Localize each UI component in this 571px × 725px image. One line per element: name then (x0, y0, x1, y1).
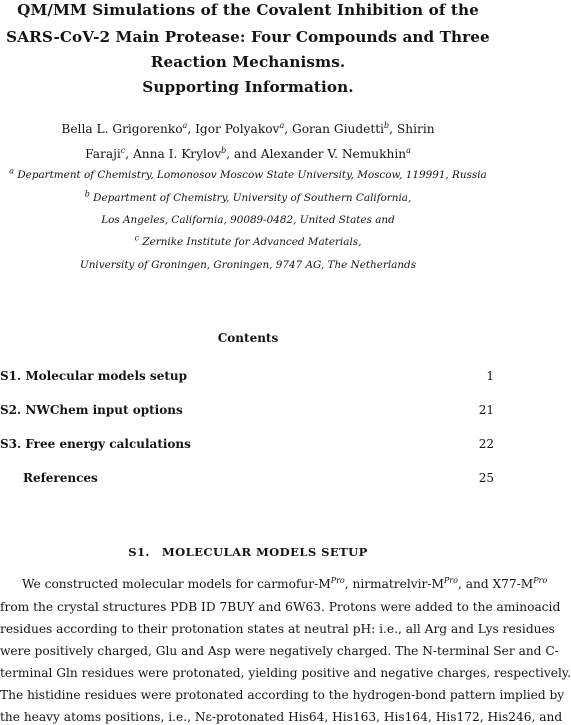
affiliation-mark: a (279, 120, 285, 130)
contents-heading: Contents (217, 331, 279, 345)
affiliation-b (0, 189, 496, 205)
body-text-span: , nirmatrelvir-M (344, 577, 444, 591)
affiliation-c-line-2: University of Groningen, Groningen, 9747 AG, The Netherlands (79, 259, 417, 271)
toc-entry-page[interactable]: 1 (486, 369, 494, 383)
affiliation-text: Zernike Institute for Advanced Materials, (142, 236, 362, 248)
author-name: , Igor Polyakov (187, 122, 280, 136)
affiliation-mark: a (182, 120, 188, 130)
affiliation-text: Department of Chemistry, University of Southern California, (93, 192, 412, 204)
toc-entry-page[interactable]: 21 (478, 403, 494, 417)
toc-entry-label[interactable]: S1. Molecular models setup (0, 369, 187, 383)
affiliation-c (0, 233, 496, 249)
body-text-line: from the crystal structures PDB ID 7BUY and 6W63. Protons were added to the aminoacid (0, 600, 561, 614)
author-name: Faraji (85, 147, 121, 161)
author-name: , Shirin (389, 122, 435, 136)
affiliation-mark: b (384, 120, 390, 130)
toc-entry-page[interactable]: 22 (478, 437, 494, 451)
affiliation-mark: c (120, 145, 126, 155)
affiliation-mark: a (9, 166, 15, 176)
toc-entry[interactable] (0, 368, 496, 384)
author-name: Bella L. Grigorenko (61, 122, 183, 136)
body-text-line: residues according to their protonation states at neutral pH: i.e., all Arg and Lys residues (0, 622, 555, 636)
body-text-span: , and X77-M (457, 577, 534, 591)
affiliation-mark: a (406, 145, 411, 155)
superscript: Pro (533, 575, 548, 585)
affiliation-mark: b (221, 145, 227, 155)
toc-entry-page[interactable]: 25 (478, 471, 494, 485)
author-line-1 (0, 121, 496, 137)
toc-entry-label[interactable]: References (23, 471, 98, 485)
toc-entry-label[interactable]: S2. NWChem input options (0, 403, 183, 417)
toc-entry[interactable] (0, 470, 496, 486)
paper-title-line-3: Reaction Mechanisms. (150, 53, 346, 71)
body-text-span: We constructed molecular models for carmofur-M (22, 577, 331, 591)
author-name: , Goran Giudetti (284, 122, 385, 136)
body-text-line: the heavy atoms positions, i.e., Nε-protonated His64, His163, His164, His172, His246, and (0, 710, 563, 724)
paper-subtitle: Supporting Information. (142, 78, 354, 96)
body-text-line: The histidine residues were protonated according to the hydrogen-bond pattern implied by (0, 688, 565, 702)
body-text-line: terminal Gln residues were protonated, yielding positive and negative charges, respectively. (0, 666, 571, 680)
paper-title-line-1: QM/MM Simulations of the Covalent Inhibition of the (17, 1, 479, 19)
affiliation-a (0, 166, 496, 182)
toc-entry-label[interactable]: S3. Free energy calculations (0, 437, 191, 451)
paper-title-line-2: SARS-CoV-2 Main Protease: Four Compounds and Three (6, 28, 490, 46)
affiliation-b-line-2: Los Angeles, California, 90089-0482, United States and (101, 214, 395, 226)
author-name: , Anna I. Krylov (125, 147, 222, 161)
affiliation-text: Department of Chemistry, Lomonosov Moscow State University, Moscow, 119991, Russia (17, 169, 487, 181)
toc-entry[interactable] (0, 402, 496, 418)
body-text-line: were positively charged, Glu and Asp were negatively charged. The N-terminal Ser and C- (0, 644, 559, 658)
toc-entry[interactable] (0, 436, 496, 452)
author-line-2 (0, 146, 496, 162)
section-heading (0, 545, 496, 559)
section-title: MOLECULAR MODELS SETUP (161, 545, 368, 559)
body-text-line (22, 575, 548, 592)
superscript: Pro (443, 575, 458, 585)
affiliation-mark: c (134, 233, 140, 243)
superscript: Pro (330, 575, 345, 585)
section-number: S1. (128, 545, 150, 559)
author-name: , and Alexander V. Nemukhin (226, 147, 407, 161)
affiliation-mark: b (84, 189, 90, 199)
